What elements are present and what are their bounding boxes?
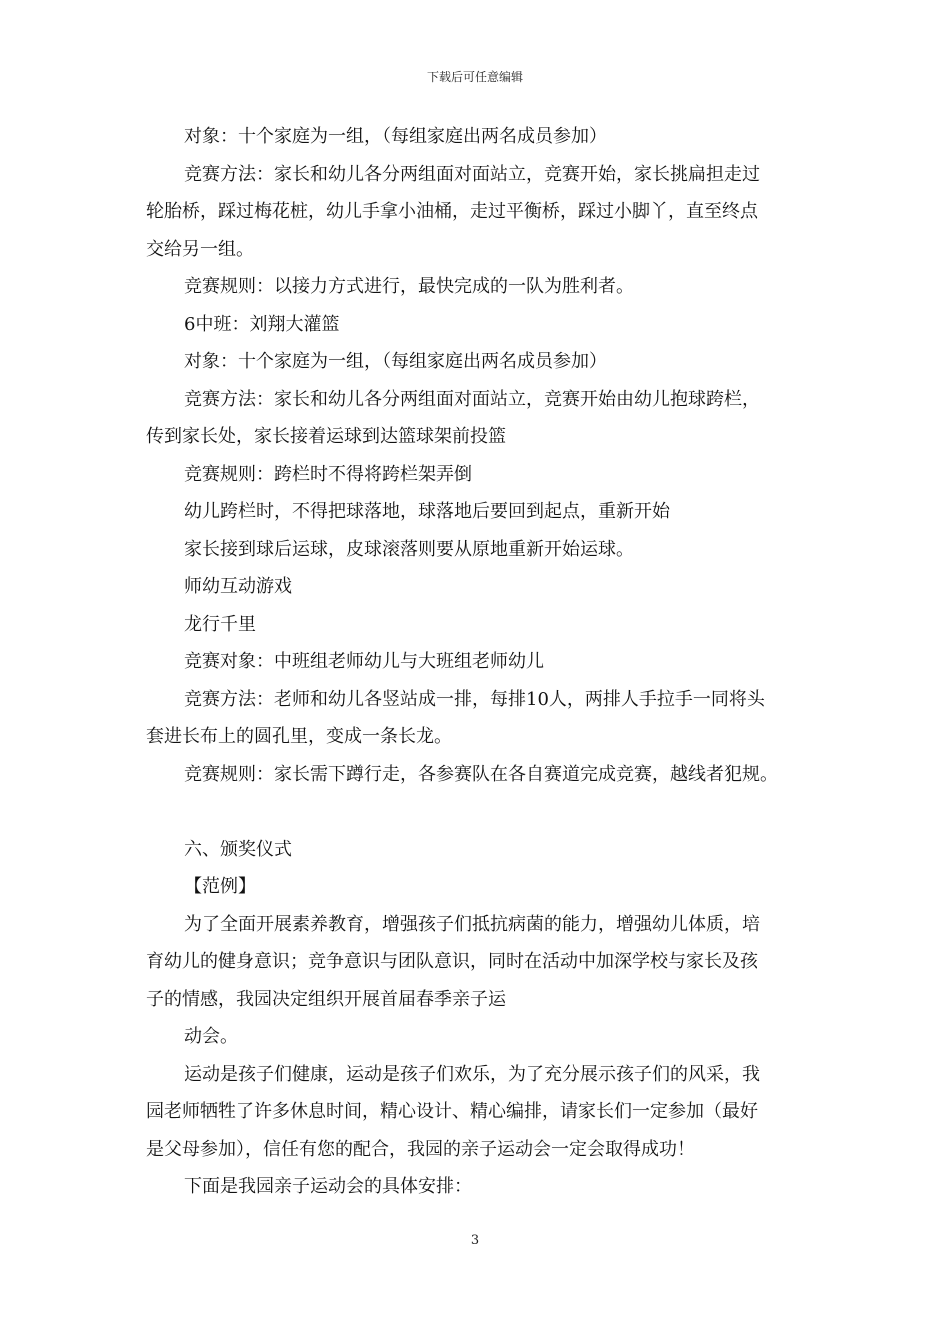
text-line: 育幼儿的健身意识；竞争意识与团队意识，同时在活动中加深学校与家长及孩 (146, 951, 758, 972)
text-line: 动会。 (184, 1026, 238, 1047)
text-line: 交给另一组。 (146, 238, 254, 260)
text-line: 传到家长处，家长接着运球到达篮球架前投篮 (146, 426, 506, 447)
text-line: 幼儿跨栏时，不得把球落地，球落地后要回到起点，重新开始 (184, 501, 670, 522)
document-body (146, 118, 826, 1206)
text-line: 【范例】 (184, 876, 256, 897)
text-line: 对象：十个家庭为一组，（每组家庭出两名成员参加） (184, 126, 607, 147)
blank-line (146, 793, 826, 831)
text-line: 为了全面开展素养教育，增强孩子们抵抗病菌的能力，增强幼儿体质，培 (184, 913, 760, 935)
text-line: 运动是孩子们健康，运动是孩子们欢乐，为了充分展示孩子们的风采，我 (184, 1063, 760, 1085)
text-line: 对象：十个家庭为一组，（每组家庭出两名成员参加） (184, 351, 607, 372)
text-line: 龙行千里 (184, 613, 256, 635)
text-line: 子的情感，我园决定组织开展首届春季亲子运 (146, 988, 506, 1010)
text-line: 园老师牺牲了许多休息时间，精心设计、精心编排，请家长们一定参加（最好 (146, 1101, 758, 1122)
text-line: 竞赛规则：跨栏时不得将跨栏架弄倒 (184, 463, 472, 485)
text-line: 竞赛方法：老师和幼儿各竖站成一排，每排10人，两排人手拉手一同将头 (184, 688, 765, 710)
text-line: 轮胎桥，踩过梅花桩，幼儿手拿小油桶，走过平衡桥，踩过小脚丫，直至终点 (146, 201, 758, 222)
text-line: 竞赛规则：以接力方式进行，最快完成的一队为胜利者。 (184, 276, 634, 297)
page-header: 下载后可任意编辑 (426, 70, 523, 84)
text-line: 竞赛规则：家长需下蹲行走，各参赛队在各自赛道完成竞赛，越线者犯规。 (184, 763, 778, 785)
text-line: 6中班：刘翔大灌篮 (184, 313, 340, 335)
text-line: 套进长布上的圆孔里，变成一条长龙。 (146, 726, 452, 747)
page-number: 3 (470, 1233, 480, 1248)
text-line: 是父母参加），信任有您的配合，我园的亲子运动会一定会取得成功！ (146, 1138, 695, 1160)
text-line: 竞赛方法：家长和幼儿各分两组面对面站立，竞赛开始，家长挑扁担走过 (184, 163, 760, 185)
text-line: 师幼互动游戏 (184, 576, 292, 597)
text-line: 六、颁奖仪式 (184, 838, 292, 860)
text-line: 下面是我园亲子运动会的具体安排： (184, 1176, 472, 1197)
text-line: 竞赛方法：家长和幼儿各分两组面对面站立，竞赛开始由幼儿抱球跨栏， (184, 388, 760, 410)
text-line: 竞赛对象：中班组老师幼儿与大班组老师幼儿 (184, 651, 544, 672)
text-line: 家长接到球后运球，皮球滚落则要从原地重新开始运球。 (184, 538, 634, 560)
